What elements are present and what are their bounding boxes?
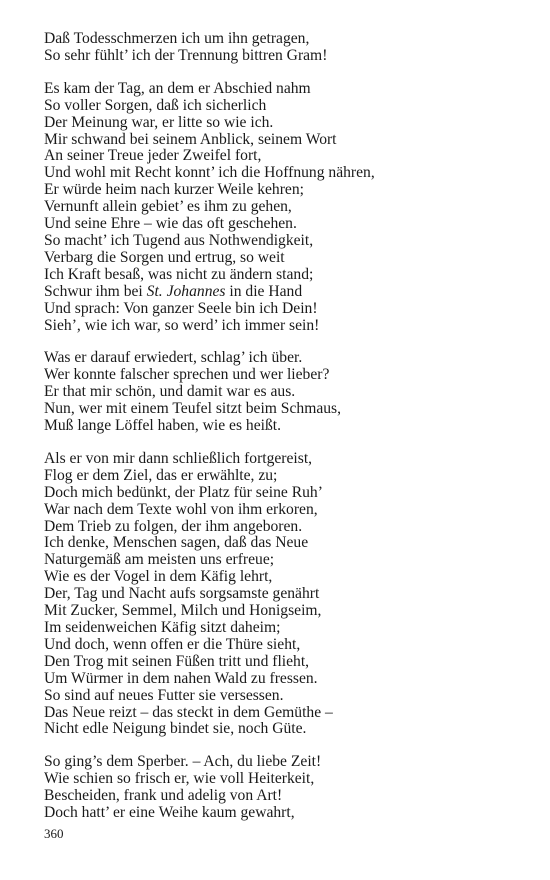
poem-line: [44, 148, 524, 165]
line-text: Verbarg die Sorgen und ertrug, so weit: [44, 248, 285, 266]
line-text: Sieh’, wie ich war, so werd’ ich immer sein!: [44, 316, 320, 334]
line-text: Nun, wer mit einem Teufel sitzt beim Schmaus,: [44, 400, 342, 418]
poem-line: [44, 165, 524, 182]
poem-line: [44, 401, 524, 418]
poem-line: [44, 199, 524, 216]
line-text: Doch mich bedünkt, der Platz für seine Ruh’: [44, 483, 323, 501]
poem-line: [44, 267, 524, 284]
poem-line: [44, 301, 524, 318]
stanza: [44, 754, 524, 822]
line-text: Doch hatt’ er eine Weihe kaum gewahrt,: [44, 804, 295, 822]
line-text: Das Neue reizt – das steckt in dem Gemüthe –: [44, 703, 333, 721]
poem-line: [44, 586, 524, 603]
poem-text-block: [44, 31, 524, 838]
line-text: Er that mir schön, und damit war es aus.: [44, 383, 296, 401]
line-text: Muß lange Löffel haben, wie es heißt.: [44, 417, 282, 435]
poem-line: [44, 620, 524, 637]
poem-line: [44, 48, 524, 65]
poem-line: [44, 671, 524, 688]
line-text: Ich Kraft besaß, was nicht zu ändern stand;: [44, 265, 314, 283]
poem-line: [44, 216, 524, 233]
line-text: Der Meinung war, er litte so wie ich.: [44, 113, 274, 131]
poem-line: [44, 31, 524, 48]
line-text: Mir schwand bei seinem Anblick, seinem Wort: [44, 130, 337, 148]
poem-line: [44, 552, 524, 569]
poem-line: [44, 637, 524, 654]
poem-line: [44, 451, 524, 468]
poem-line: [44, 132, 524, 149]
line-text: Mit Zucker, Semmel, Milch und Honigseim,: [44, 602, 322, 620]
poem-line: [44, 569, 524, 586]
line-text: Naturgemäß am meisten uns erfreue;: [44, 551, 275, 569]
poem-line: [44, 318, 524, 335]
stanza: [44, 81, 524, 335]
poem-line: [44, 350, 524, 367]
poem-line: [44, 688, 524, 705]
stanza: [44, 350, 524, 435]
poem-line: [44, 721, 524, 738]
line-text: Was er darauf erwiedert, schlag’ ich über.: [44, 349, 303, 367]
stanza: [44, 451, 524, 738]
poem-line: [44, 418, 524, 435]
page-number: 360: [44, 826, 64, 841]
line-text: So macht’ ich Tugend aus Nothwendigkeit,: [44, 231, 314, 249]
line-text: Flog er dem Ziel, das er erwählte, zu;: [44, 466, 278, 484]
poem-line: [44, 654, 524, 671]
poem-line: [44, 250, 524, 267]
line-text: Dem Trieb zu folgen, der ihm angeboren.: [44, 517, 303, 535]
line-text: Und sprach: Von ganzer Seele bin ich Dein!: [44, 299, 318, 317]
poem-line: [44, 233, 524, 250]
poem-line: [44, 115, 524, 132]
line-text: Bescheiden, frank und adelig von Art!: [44, 787, 283, 805]
line-text: Daß Todesschmerzen ich um ihn getragen,: [44, 30, 310, 47]
italic-name: St. Johannes: [146, 282, 226, 300]
poem-line: [44, 468, 524, 485]
poem-line: [44, 519, 524, 536]
line-text: Um Würmer in dem nahen Wald zu fressen.: [44, 669, 318, 687]
poem-line: [44, 603, 524, 620]
poem-line: [44, 771, 524, 788]
line-text: So ging’s dem Sperber. – Ach, du liebe Zeit!: [44, 753, 322, 771]
poem-line: [44, 81, 524, 98]
poem-line: [44, 502, 524, 519]
poem-line: [44, 384, 524, 401]
line-text: Und seine Ehre – wie das oft geschehen.: [44, 215, 297, 233]
line-text: Als er von mir dann schließlich fortgereist,: [44, 449, 313, 467]
line-text: Wie schien so frisch er, wie voll Heiterkeit,: [44, 770, 315, 788]
line-text: Er würde heim nach kurzer Weile kehren;: [44, 181, 304, 199]
line-text: Wer konnte falscher sprechen und wer lieber?: [44, 366, 330, 384]
poem-line: [44, 98, 524, 115]
line-text: Schwur ihm bei: [44, 282, 147, 300]
poem-line: [44, 535, 524, 552]
line-text: Im seidenweichen Käfig sitzt daheim;: [44, 619, 281, 636]
line-text: Vernunft allein gebiet’ es ihm zu gehen,: [44, 198, 292, 216]
line-text: Und doch, wenn offen er die Thüre sieht,: [44, 635, 301, 653]
line-text: An seiner Treue jeder Zweifel fort,: [44, 147, 262, 165]
line-text: Wie es der Vogel in dem Käfig lehrt,: [44, 568, 273, 586]
stanza: [44, 31, 524, 65]
line-text: in die Hand: [225, 282, 303, 300]
poem-line: [44, 367, 524, 384]
line-text: War nach dem Texte wohl von ihm erkoren,: [44, 500, 318, 518]
poem-line: [44, 182, 524, 199]
poem-line: [44, 284, 524, 301]
line-text: Es kam der Tag, an dem er Abschied nahm: [44, 79, 311, 97]
poem-line: [44, 805, 524, 822]
line-text: Und wohl mit Recht konnt’ ich die Hoffnung nähren,: [44, 164, 375, 182]
line-text: So sehr fühlt’ ich der Trennung bittren Gram!: [44, 46, 328, 64]
poem-line: [44, 485, 524, 502]
poem-line: [44, 788, 524, 805]
poem-line: [44, 754, 524, 771]
poem-line: [44, 705, 524, 722]
line-text: Den Trog mit seinen Füßen tritt und flieht,: [44, 652, 310, 670]
line-text: Nicht edle Neigung bindet sie, noch Güte.: [44, 720, 307, 738]
line-text: Ich denke, Menschen sagen, daß das Neue: [44, 534, 309, 552]
line-text: So voller Sorgen, daß ich sicherlich: [44, 96, 267, 114]
line-text: Der, Tag und Nacht aufs sorgsamste genährt: [44, 585, 320, 603]
line-text: So sind auf neues Futter sie versessen.: [44, 686, 284, 704]
